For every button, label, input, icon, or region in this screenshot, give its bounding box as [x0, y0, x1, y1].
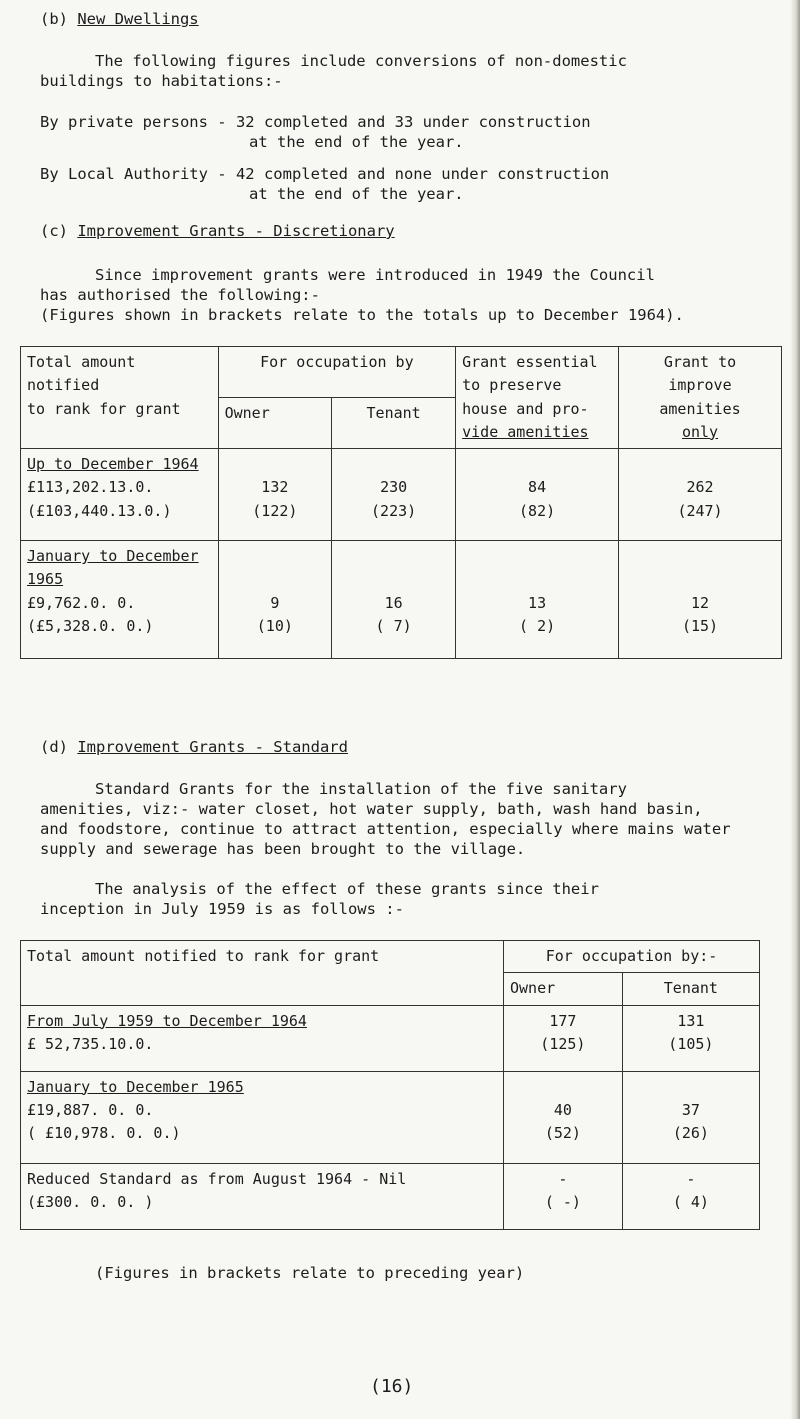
- standard-line-3: and foodstore, continue to attract attention, especially where mains water: [40, 820, 731, 838]
- row-owner: - ( -): [504, 1163, 623, 1229]
- row-tenant: - ( 4): [622, 1163, 759, 1229]
- analysis-line-2: inception in July 1959 is as follows :-: [40, 900, 404, 918]
- row-period: From July 1959 to December 1964 £ 52,735.10.0.: [21, 1005, 504, 1071]
- col-header-occupation: For occupation by: [218, 347, 456, 398]
- row-owner: 132 (122): [218, 449, 332, 541]
- row-tenant: 230 (223): [332, 449, 456, 541]
- discretionary-line-3: (Figures shown in brackets relate to the totals up to December 1964).: [40, 306, 684, 324]
- row-owner: 40 (52): [504, 1071, 623, 1163]
- row-essential: 13 ( 2): [456, 541, 619, 659]
- table-row: [21, 1163, 760, 1229]
- col-header-improve: Grant to improve amenities only: [619, 347, 782, 449]
- row-owner: 9 (10): [218, 541, 332, 659]
- row-period: January to December 1965 £9,762.0. 0. (£5,328.0. 0.): [21, 541, 219, 659]
- row-improve: 12 (15): [619, 541, 782, 659]
- col-header-occupation: For occupation by:-: [504, 941, 760, 973]
- table-row: [21, 541, 782, 659]
- intro-line-1: The following figures include conversions of non-domestic: [95, 52, 627, 70]
- table-row: [21, 1071, 760, 1163]
- page-edge-shadow: [790, 0, 800, 1419]
- col-header-owner: Owner: [504, 973, 623, 1005]
- heading-standard: (d) Improvement Grants - Standard: [40, 738, 348, 756]
- discretionary-grants-table: [20, 346, 782, 659]
- row-tenant: 37 (26): [622, 1071, 759, 1163]
- row-period: January to December 1965 £19,887. 0. 0. ( £10,978. 0. 0.): [21, 1071, 504, 1163]
- footnote: (Figures in brackets relate to preceding year): [95, 1264, 525, 1282]
- heading-new-dwellings: (b) New Dwellings: [40, 10, 199, 28]
- local-authority-line-2: at the end of the year.: [249, 185, 464, 203]
- standard-line-4: supply and sewerage has been brought to the village.: [40, 840, 526, 858]
- col-header-essential: Grant essential to preserve house and pro- vide amenities: [456, 347, 619, 449]
- heading-discretionary: (c) Improvement Grants - Discretionary: [40, 222, 395, 240]
- row-improve: 262 (247): [619, 449, 782, 541]
- discretionary-line-1: Since improvement grants were introduced in 1949 the Council: [95, 266, 655, 284]
- analysis-line-1: The analysis of the effect of these grants since their: [95, 880, 599, 898]
- col-header-total: Total amount notified to rank for grant: [21, 941, 504, 1006]
- row-owner: 177 (125): [504, 1005, 623, 1071]
- row-tenant: 16 ( 7): [332, 541, 456, 659]
- local-authority-line-1: By Local Authority - 42 completed and none under construction: [40, 165, 610, 183]
- discretionary-line-2: has authorised the following:-: [40, 286, 320, 304]
- col-header-total: Total amount notified to rank for grant: [21, 347, 219, 449]
- col-header-tenant: Tenant: [622, 973, 759, 1005]
- private-persons-line-1: By private persons - 32 completed and 33 under construction: [40, 113, 591, 131]
- standard-line-1: Standard Grants for the installation of the five sanitary: [95, 780, 627, 798]
- standard-grants-table: [20, 940, 760, 1230]
- col-header-owner: Owner: [218, 398, 332, 449]
- table-row: [21, 449, 782, 541]
- row-tenant: 131 (105): [622, 1005, 759, 1071]
- row-period: Up to December 1964 £113,202.13.0. (£103,440.13.0.): [21, 449, 219, 541]
- col-header-tenant: Tenant: [332, 398, 456, 449]
- row-essential: 84 (82): [456, 449, 619, 541]
- table-row: [21, 1005, 760, 1071]
- standard-line-2: amenities, viz:- water closet, hot water supply, bath, wash hand basin,: [40, 800, 703, 818]
- intro-line-2: buildings to habitations:-: [40, 72, 283, 90]
- row-period: Reduced Standard as from August 1964 - Nil (£300. 0. 0. ): [21, 1163, 504, 1229]
- page-number: (16): [370, 1376, 414, 1397]
- private-persons-line-2: at the end of the year.: [249, 133, 464, 151]
